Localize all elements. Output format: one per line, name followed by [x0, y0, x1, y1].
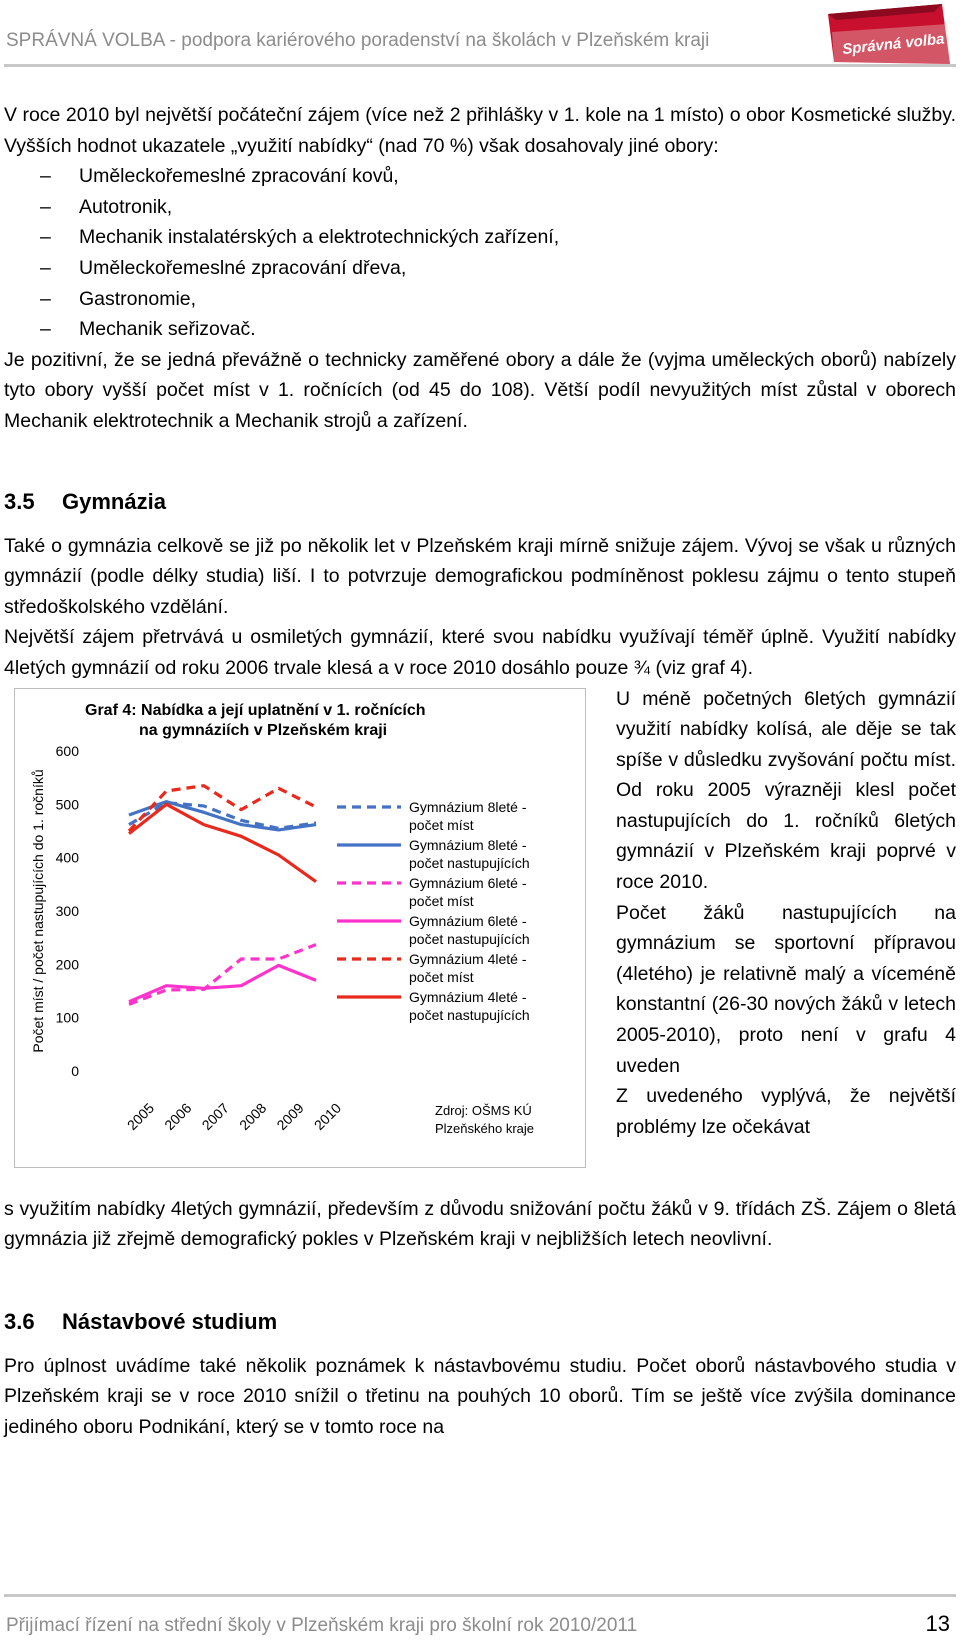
- side-paragraph-3: Z uvedeného vyplývá, že největší problémy lze očekávat: [616, 1085, 956, 1138]
- y-tick-label: 400: [55, 849, 79, 866]
- x-tick-label: 2006: [161, 1099, 195, 1133]
- gymnazia-paragraph-2: Největší zájem přetrvává u osmiletých gymnázií, které svou nabídku využívají téměř úplně. Využití nabídky 4letých gymnázií od roku 2006 trvale klesá a v roce 2010 dosáhlo pouze ¾ (viz graf 4).: [4, 626, 956, 679]
- side-text: [616, 684, 956, 1143]
- chart-title: Graf 4: Nabídka a její uplatnění v 1. ročnících: [85, 701, 426, 719]
- gymnazia-paragraph-3: s využitím nabídky 4letých gymnázií, především z důvodu snižování počtu žáků v 9. třídách ZŠ. Zájem o 8letá gymnázia již zřejmě demografický pokles v Plzeňském kraji v nejbližších letech neovlivní.: [4, 1197, 956, 1251]
- page-number: 13: [925, 1611, 950, 1636]
- x-tick-label: 2009: [273, 1099, 307, 1133]
- intro-paragraph-2: Je pozitivní, že se jedná převážně o technicky zaměřené obory a dále že (vyjma uměleckých oborů) nabízely tyto obory vyšší počet míst v 1. ročnících (od 45 do 108). Větší podíl nevyužitých míst zůstal v oborech Mechanik elektrotechnik a Mechanik strojů a zařízení.: [4, 348, 956, 432]
- page-header: [0, 0, 960, 72]
- nastavba-paragraph-1: Pro úplnost uvádíme také několik poznámek k nástavbovému studiu. Počet oborů nástavbového studia v Plzeňském kraji se v roce 2010 snížil o třetinu na pouhých 10 oborů. Tím se ještě více zvýšila dominance jediného oboru Podnikání, který se v tomto roce na: [4, 1354, 956, 1438]
- list-item: – Mechanik instalatérských a elektrotechnických zařízení,: [4, 222, 956, 253]
- x-tick-label: 2010: [310, 1099, 345, 1133]
- legend-label: Gymnázium 4leté -: [409, 988, 527, 1005]
- x-tick-label: 2005: [123, 1099, 158, 1133]
- section-heading-3-5: [4, 487, 956, 517]
- y-tick-label: 100: [55, 1009, 79, 1026]
- y-tick-label: 500: [55, 795, 79, 812]
- x-tick-label: 2007: [198, 1099, 232, 1133]
- list-item: – Gastronomie,: [4, 284, 956, 315]
- chart-container: [14, 688, 586, 1168]
- series-line: [129, 944, 316, 1004]
- figure-row: [4, 684, 956, 1194]
- legend-label: počet nastupujících: [409, 1006, 530, 1023]
- legend-label: Gymnázium 8leté -: [409, 798, 527, 815]
- legend-label: počet nastupujících: [409, 930, 530, 947]
- legend-label: Gymnázium 6leté -: [409, 912, 527, 929]
- footer-text: Přijímací řízení na střední školy v Plzeňském kraji pro školní rok 2010/2011: [6, 1615, 638, 1636]
- y-axis-label: Počet míst / počet nastupujících do 1. ročníků: [30, 768, 46, 1053]
- list-item: – Mechanik seřizovač.: [4, 314, 956, 345]
- list-item: – Uměleckořemeslné zpracování kovů,: [4, 161, 956, 192]
- header-title: SPRÁVNÁ VOLBA - podpora kariérového poradenství na školách v Plzeňském kraji: [6, 30, 710, 51]
- fields-list: [4, 161, 956, 345]
- section-title: Nástavbové studium: [62, 1308, 278, 1334]
- chart-source: Zdroj: OŠMS KÚ: [435, 1102, 532, 1118]
- series-line: [129, 965, 316, 1001]
- section-heading-3-6: [4, 1307, 956, 1337]
- side-paragraph-1: U méně početných 6letých gymnázií využití nabídky kolísá, ale děje se tak spíše v důsledku zvyšování počtu míst. Od roku 2005 výrazněji klesl počet nastupujících do 1. ročníků 6letých gymnázií v Plzeňském kraji poprvé v roce 2010.: [616, 687, 956, 894]
- side-paragraph-2: Počet žáků nastupujících na gymnázium se sportovní přípravou (4letého) je relativně malý a víceméně konstantní (26-30 nových žáků v letech 2005-2010), proto není v grafu 4 uveden: [616, 901, 956, 1077]
- logo: [822, 4, 954, 66]
- header-divider: [4, 64, 956, 67]
- y-tick-label: 0: [71, 1062, 79, 1079]
- gymnazia-paragraph-1: Také o gymnázia celkově se již po několik let v Plzeňském kraji mírně snižuje zájem. Vývoj se však u různých gymnázií (podle délky studia) liší. I to potvrzuje demografickou podmíněnost poklesu zájmu o tento stupeň středoškolského vzdělání.: [4, 534, 956, 618]
- list-item: – Autotronik,: [4, 192, 956, 223]
- legend-label: Gymnázium 6leté -: [409, 874, 527, 891]
- y-tick-label: 300: [55, 902, 79, 919]
- legend-label: Gymnázium 8leté -: [409, 836, 527, 853]
- legend-label: počet nastupujících: [409, 854, 530, 871]
- intro-paragraph-1: V roce 2010 byl největší počáteční zájem (více než 2 přihlášky v 1. kole na 1 místo) o obor Kosmetické služby. Vyšších hodnot ukazatele „využití nabídky“ (nad 70 %) však dosahovaly jiné obory:: [4, 104, 956, 157]
- legend-label: Gymnázium 4leté -: [409, 950, 527, 967]
- x-tick-label: 2008: [236, 1099, 270, 1133]
- legend-label: počet míst: [409, 968, 474, 985]
- legend-label: počet míst: [409, 816, 474, 833]
- chart-source: Plzeňského kraje: [435, 1120, 534, 1136]
- section-number: 3.6: [4, 1308, 35, 1334]
- line-chart: [15, 689, 585, 1167]
- chart-title: na gymnáziích v Plzeňském kraji: [139, 721, 388, 739]
- y-tick-label: 600: [55, 742, 79, 759]
- legend-label: počet míst: [409, 892, 474, 909]
- series-line: [129, 804, 316, 881]
- section-title: Gymnázia: [62, 488, 166, 514]
- main-content: [4, 100, 956, 1442]
- list-item: – Uměleckořemeslné zpracování dřeva,: [4, 253, 956, 284]
- section-number: 3.5: [4, 488, 35, 514]
- logo-text: Správná volba: [841, 30, 946, 59]
- footer-divider: [4, 1594, 956, 1597]
- y-tick-label: 200: [55, 955, 79, 972]
